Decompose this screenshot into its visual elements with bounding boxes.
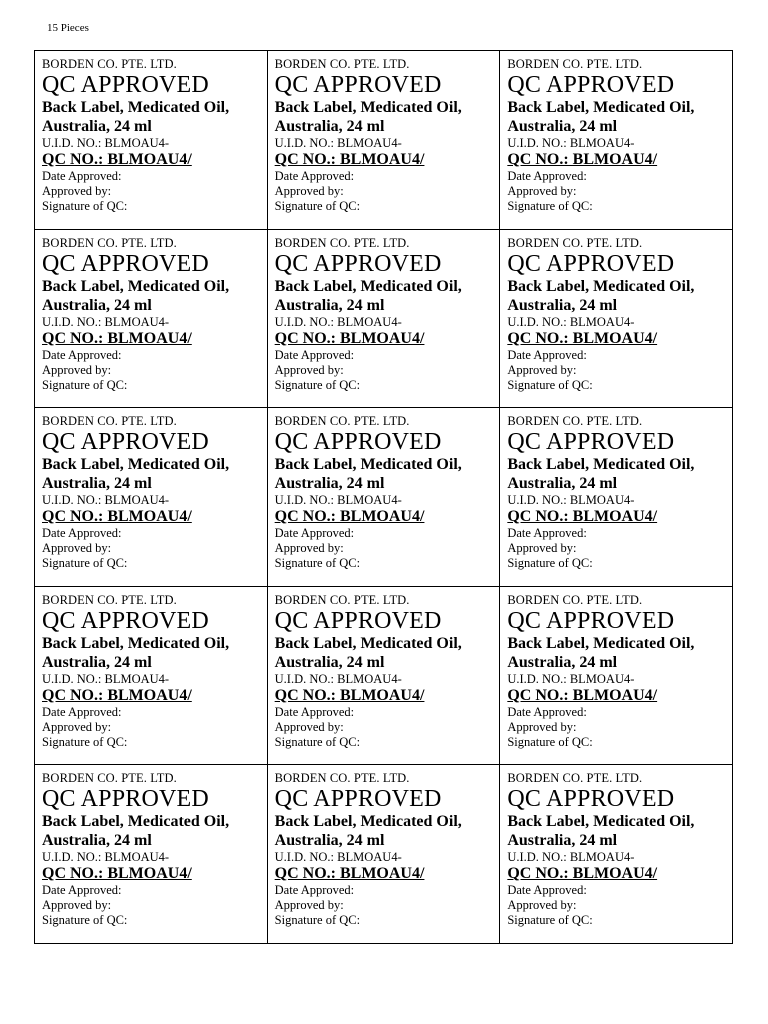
- approved-by-field: Approved by:: [274, 541, 344, 556]
- qc-status-heading: QC APPROVED: [507, 72, 675, 98]
- approved-by-field: Approved by:: [507, 362, 577, 377]
- date-approved-field: Date Approved:: [507, 347, 587, 362]
- uid-number: U.I.D. NO.: BLMOAU4-: [507, 314, 635, 329]
- signature-field: Signature of QC:: [274, 377, 361, 392]
- date-approved-field: Date Approved:: [274, 347, 355, 362]
- approved-by-field: Approved by:: [42, 541, 112, 556]
- company-name: BORDEN CO. PTE. LTD.: [42, 414, 177, 429]
- company-name: BORDEN CO. PTE. LTD.: [42, 57, 177, 71]
- product-description-line2: Australia, 24 ml: [274, 653, 385, 671]
- product-description-line2: Australia, 24 ml: [507, 475, 618, 493]
- signature-field: Signature of QC:: [274, 556, 361, 571]
- label-sheet-grid: [34, 50, 733, 944]
- qc-number: QC NO.: BLMOAU4/: [507, 151, 658, 168]
- product-description-line1: Back Label, Medicated Oil,: [507, 99, 695, 116]
- qc-label: [35, 230, 268, 409]
- signature-field: Signature of QC:: [274, 913, 361, 928]
- uid-number: U.I.D. NO.: BLMOAU4-: [42, 136, 170, 150]
- company-name: BORDEN CO. PTE. LTD.: [274, 57, 410, 71]
- uid-number: U.I.D. NO.: BLMOAU4-: [507, 850, 635, 865]
- signature-field: Signature of QC:: [507, 377, 593, 392]
- qc-label: [35, 587, 268, 766]
- uid-number: U.I.D. NO.: BLMOAU4-: [274, 671, 402, 686]
- product-description-line2: Australia, 24 ml: [42, 475, 152, 493]
- company-name: BORDEN CO. PTE. LTD.: [507, 414, 643, 429]
- qc-status-heading: QC APPROVED: [42, 250, 209, 277]
- approved-by-field: Approved by:: [274, 719, 344, 734]
- approved-by-field: Approved by:: [507, 719, 577, 734]
- approved-by-field: Approved by:: [42, 184, 112, 198]
- approved-by-field: Approved by:: [274, 362, 344, 377]
- uid-number: U.I.D. NO.: BLMOAU4-: [507, 136, 635, 150]
- signature-field: Signature of QC:: [42, 734, 128, 749]
- qc-number: QC NO.: BLMOAU4/: [42, 329, 192, 347]
- qc-number: QC NO.: BLMOAU4/: [42, 508, 192, 526]
- product-description-line2: Australia, 24 ml: [274, 296, 385, 314]
- qc-status-heading: QC APPROVED: [507, 607, 675, 634]
- product-description-line1: Back Label, Medicated Oil,: [42, 634, 230, 652]
- qc-number: QC NO.: BLMOAU4/: [274, 508, 425, 526]
- date-approved-field: Date Approved:: [274, 883, 355, 898]
- product-description-line1: Back Label, Medicated Oil,: [274, 634, 462, 652]
- product-description-line2: Australia, 24 ml: [507, 118, 618, 135]
- uid-number: U.I.D. NO.: BLMOAU4-: [274, 493, 402, 508]
- signature-field: Signature of QC:: [42, 199, 128, 213]
- company-name: BORDEN CO. PTE. LTD.: [274, 414, 410, 429]
- qc-status-heading: QC APPROVED: [507, 429, 675, 456]
- uid-number: U.I.D. NO.: BLMOAU4-: [42, 850, 170, 865]
- company-name: BORDEN CO. PTE. LTD.: [274, 235, 410, 250]
- signature-field: Signature of QC:: [507, 199, 593, 213]
- date-approved-field: Date Approved:: [274, 526, 355, 541]
- uid-number: U.I.D. NO.: BLMOAU4-: [274, 314, 402, 329]
- uid-number: U.I.D. NO.: BLMOAU4-: [42, 493, 170, 508]
- product-description-line2: Australia, 24 ml: [42, 296, 152, 314]
- company-name: BORDEN CO. PTE. LTD.: [274, 592, 410, 607]
- qc-label: [500, 230, 733, 409]
- signature-field: Signature of QC:: [42, 913, 128, 928]
- company-name: BORDEN CO. PTE. LTD.: [507, 235, 643, 250]
- uid-number: U.I.D. NO.: BLMOAU4-: [42, 314, 170, 329]
- product-description-line2: Australia, 24 ml: [42, 653, 152, 671]
- product-description-line1: Back Label, Medicated Oil,: [274, 813, 462, 831]
- pieces-count-note: 15 Pieces: [47, 22, 89, 34]
- date-approved-field: Date Approved:: [42, 526, 122, 541]
- company-name: BORDEN CO. PTE. LTD.: [507, 57, 643, 71]
- uid-number: U.I.D. NO.: BLMOAU4-: [507, 671, 635, 686]
- signature-field: Signature of QC:: [274, 199, 361, 213]
- qc-label: [500, 408, 733, 587]
- product-description-line2: Australia, 24 ml: [274, 832, 385, 850]
- qc-status-heading: QC APPROVED: [274, 607, 442, 634]
- approved-by-field: Approved by:: [274, 898, 344, 913]
- qc-number: QC NO.: BLMOAU4/: [274, 151, 425, 168]
- uid-number: U.I.D. NO.: BLMOAU4-: [42, 671, 170, 686]
- signature-field: Signature of QC:: [507, 556, 593, 571]
- date-approved-field: Date Approved:: [42, 704, 122, 719]
- qc-number: QC NO.: BLMOAU4/: [507, 686, 658, 704]
- uid-number: U.I.D. NO.: BLMOAU4-: [507, 493, 635, 508]
- product-description-line1: Back Label, Medicated Oil,: [507, 277, 695, 295]
- product-description-line2: Australia, 24 ml: [507, 296, 618, 314]
- company-name: BORDEN CO. PTE. LTD.: [42, 592, 177, 607]
- product-description-line2: Australia, 24 ml: [42, 118, 152, 135]
- product-description-line1: Back Label, Medicated Oil,: [42, 813, 230, 831]
- qc-status-heading: QC APPROVED: [507, 250, 675, 277]
- qc-status-heading: QC APPROVED: [274, 250, 442, 277]
- approved-by-field: Approved by:: [42, 898, 112, 913]
- qc-number: QC NO.: BLMOAU4/: [42, 686, 192, 704]
- approved-by-field: Approved by:: [42, 719, 112, 734]
- qc-status-heading: QC APPROVED: [274, 429, 442, 456]
- qc-number: QC NO.: BLMOAU4/: [507, 865, 658, 883]
- product-description-line1: Back Label, Medicated Oil,: [42, 456, 230, 474]
- qc-label: [500, 587, 733, 766]
- qc-label: [35, 765, 268, 944]
- date-approved-field: Date Approved:: [42, 169, 122, 183]
- product-description-line2: Australia, 24 ml: [507, 653, 618, 671]
- qc-status-heading: QC APPROVED: [42, 72, 209, 98]
- qc-number: QC NO.: BLMOAU4/: [274, 865, 425, 883]
- uid-number: U.I.D. NO.: BLMOAU4-: [274, 136, 402, 150]
- uid-number: U.I.D. NO.: BLMOAU4-: [274, 850, 402, 865]
- qc-label: [268, 765, 501, 944]
- qc-status-heading: QC APPROVED: [507, 786, 675, 813]
- company-name: BORDEN CO. PTE. LTD.: [507, 771, 643, 786]
- qc-label: [35, 51, 268, 230]
- qc-number: QC NO.: BLMOAU4/: [42, 151, 192, 168]
- product-description-line1: Back Label, Medicated Oil,: [507, 456, 695, 474]
- qc-status-heading: QC APPROVED: [274, 786, 442, 813]
- qc-status-heading: QC APPROVED: [274, 72, 442, 98]
- date-approved-field: Date Approved:: [274, 704, 355, 719]
- qc-label: [268, 408, 501, 587]
- qc-number: QC NO.: BLMOAU4/: [507, 329, 658, 347]
- qc-number: QC NO.: BLMOAU4/: [507, 508, 658, 526]
- approved-by-field: Approved by:: [507, 184, 577, 198]
- qc-number: QC NO.: BLMOAU4/: [274, 329, 425, 347]
- date-approved-field: Date Approved:: [507, 704, 587, 719]
- qc-status-heading: QC APPROVED: [42, 786, 209, 813]
- qc-label: [268, 587, 501, 766]
- approved-by-field: Approved by:: [507, 541, 577, 556]
- company-name: BORDEN CO. PTE. LTD.: [42, 771, 177, 786]
- qc-status-heading: QC APPROVED: [42, 607, 209, 634]
- qc-label: [500, 51, 733, 230]
- date-approved-field: Date Approved:: [274, 169, 355, 183]
- product-description-line1: Back Label, Medicated Oil,: [42, 277, 230, 295]
- product-description-line1: Back Label, Medicated Oil,: [42, 99, 230, 116]
- product-description-line2: Australia, 24 ml: [507, 832, 618, 850]
- product-description-line1: Back Label, Medicated Oil,: [274, 277, 462, 295]
- product-description-line2: Australia, 24 ml: [42, 832, 152, 850]
- qc-number: QC NO.: BLMOAU4/: [42, 865, 192, 883]
- qc-label: [500, 765, 733, 944]
- date-approved-field: Date Approved:: [42, 347, 122, 362]
- date-approved-field: Date Approved:: [42, 883, 122, 898]
- company-name: BORDEN CO. PTE. LTD.: [42, 235, 177, 250]
- product-description-line1: Back Label, Medicated Oil,: [274, 99, 462, 116]
- qc-label: [268, 51, 501, 230]
- product-description-line2: Australia, 24 ml: [274, 118, 385, 135]
- product-description-line1: Back Label, Medicated Oil,: [507, 813, 695, 831]
- date-approved-field: Date Approved:: [507, 883, 587, 898]
- product-description-line2: Australia, 24 ml: [274, 475, 385, 493]
- date-approved-field: Date Approved:: [507, 526, 587, 541]
- product-description-line1: Back Label, Medicated Oil,: [507, 634, 695, 652]
- approved-by-field: Approved by:: [274, 184, 344, 198]
- qc-status-heading: QC APPROVED: [42, 429, 209, 456]
- signature-field: Signature of QC:: [507, 913, 593, 928]
- date-approved-field: Date Approved:: [507, 169, 587, 183]
- signature-field: Signature of QC:: [42, 556, 128, 571]
- qc-number: QC NO.: BLMOAU4/: [274, 686, 425, 704]
- signature-field: Signature of QC:: [274, 734, 361, 749]
- qc-label: [35, 408, 268, 587]
- approved-by-field: Approved by:: [42, 362, 112, 377]
- qc-label: [268, 230, 501, 409]
- company-name: BORDEN CO. PTE. LTD.: [507, 592, 643, 607]
- product-description-line1: Back Label, Medicated Oil,: [274, 456, 462, 474]
- signature-field: Signature of QC:: [42, 377, 128, 392]
- signature-field: Signature of QC:: [507, 734, 593, 749]
- approved-by-field: Approved by:: [507, 898, 577, 913]
- company-name: BORDEN CO. PTE. LTD.: [274, 771, 410, 786]
